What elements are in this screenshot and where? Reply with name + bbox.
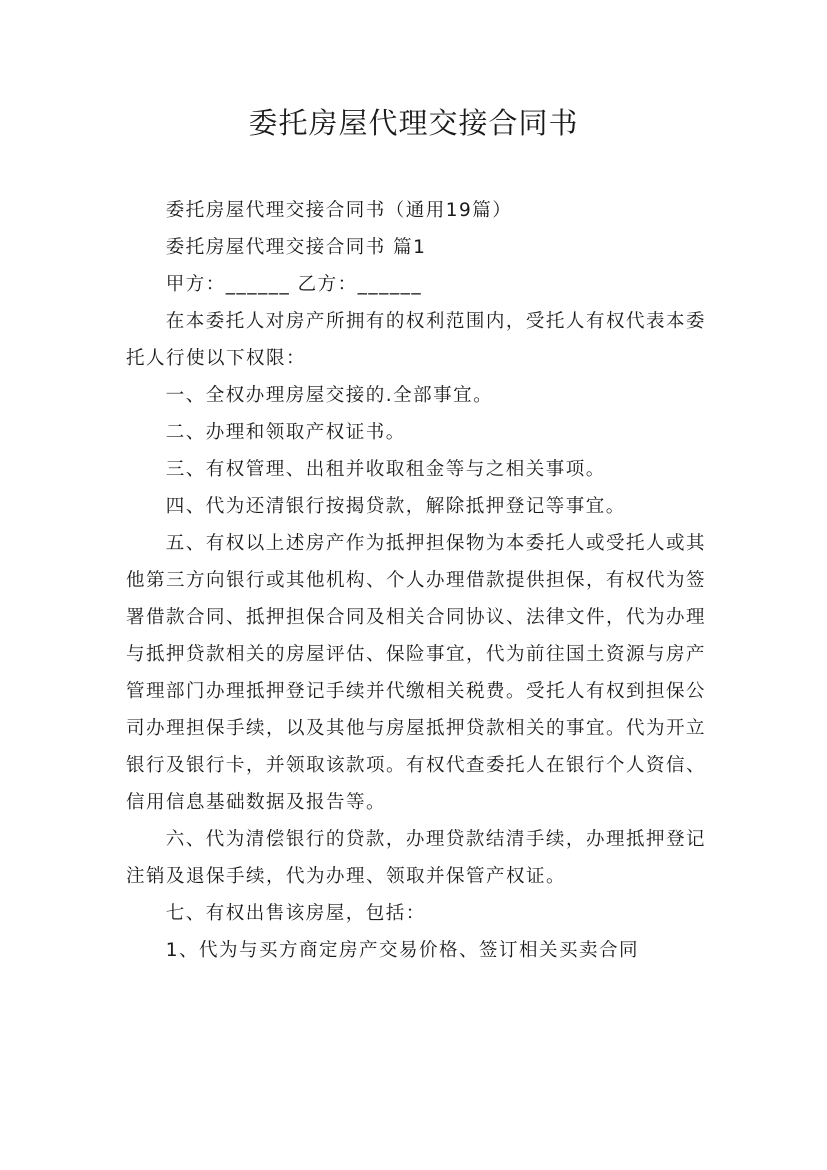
paragraph-item-7: 七、有权出售该房屋，包括： [165, 903, 426, 924]
paragraph-item-6: 六、代为清偿银行的贷款，办理贷款结清手续，办理抵押登记注销及退保手续，代为办理、领取并保管产权证。 [126, 829, 706, 887]
paragraph-parties: 甲方：______ 乙方：______ [165, 274, 423, 295]
paragraph-item-1: 一、全权办理房屋交接的.全部事宜。 [165, 385, 494, 406]
paragraph-section-heading: 委托房屋代理交接合同书 篇1 [165, 237, 427, 258]
paragraph-intro: 在本委托人对房产所拥有的权利范围内，受托人有权代表本委托人行使以下权限： [126, 311, 706, 369]
paragraph-item-3: 三、有权管理、出租并收取租金等与之相关事项。 [165, 459, 606, 480]
document-title: 委托房屋代理交接合同书 [248, 106, 579, 140]
paragraph-item-2: 二、办理和领取产权证书。 [165, 422, 406, 443]
paragraph-subtitle: 委托房屋代理交接合同书（通用19篇） [165, 200, 513, 221]
paragraph-item-7-1: 1、代为与买方商定房产交易价格、签订相关买卖合同 [165, 940, 640, 961]
document-body [126, 192, 706, 969]
paragraph-item-4: 四、代为还清银行按揭贷款，解除抵押登记等事宜。 [165, 496, 626, 517]
paragraph-item-5: 五、有权以上述房产作为抵押担保物为本委托人或受托人或其他第三方向银行或其他机构、个人办理借款提供担保，有权代为签署借款合同、抵押担保合同及相关合同协议、法律文件，代为办理与抵押贷款相关的房屋评估、保险事宜，代为前往国土资源与房产管理部门办理抵押登记手续并代缴相关税费。受托人有权到担保公司办理担保手续，以及其他与房屋抵押贷款相关的事宜。代为开立银行及银行卡，并领取该款项。有权代查委托人在银行个人资信、信用信息基础数据及报告等。 [126, 533, 707, 813]
